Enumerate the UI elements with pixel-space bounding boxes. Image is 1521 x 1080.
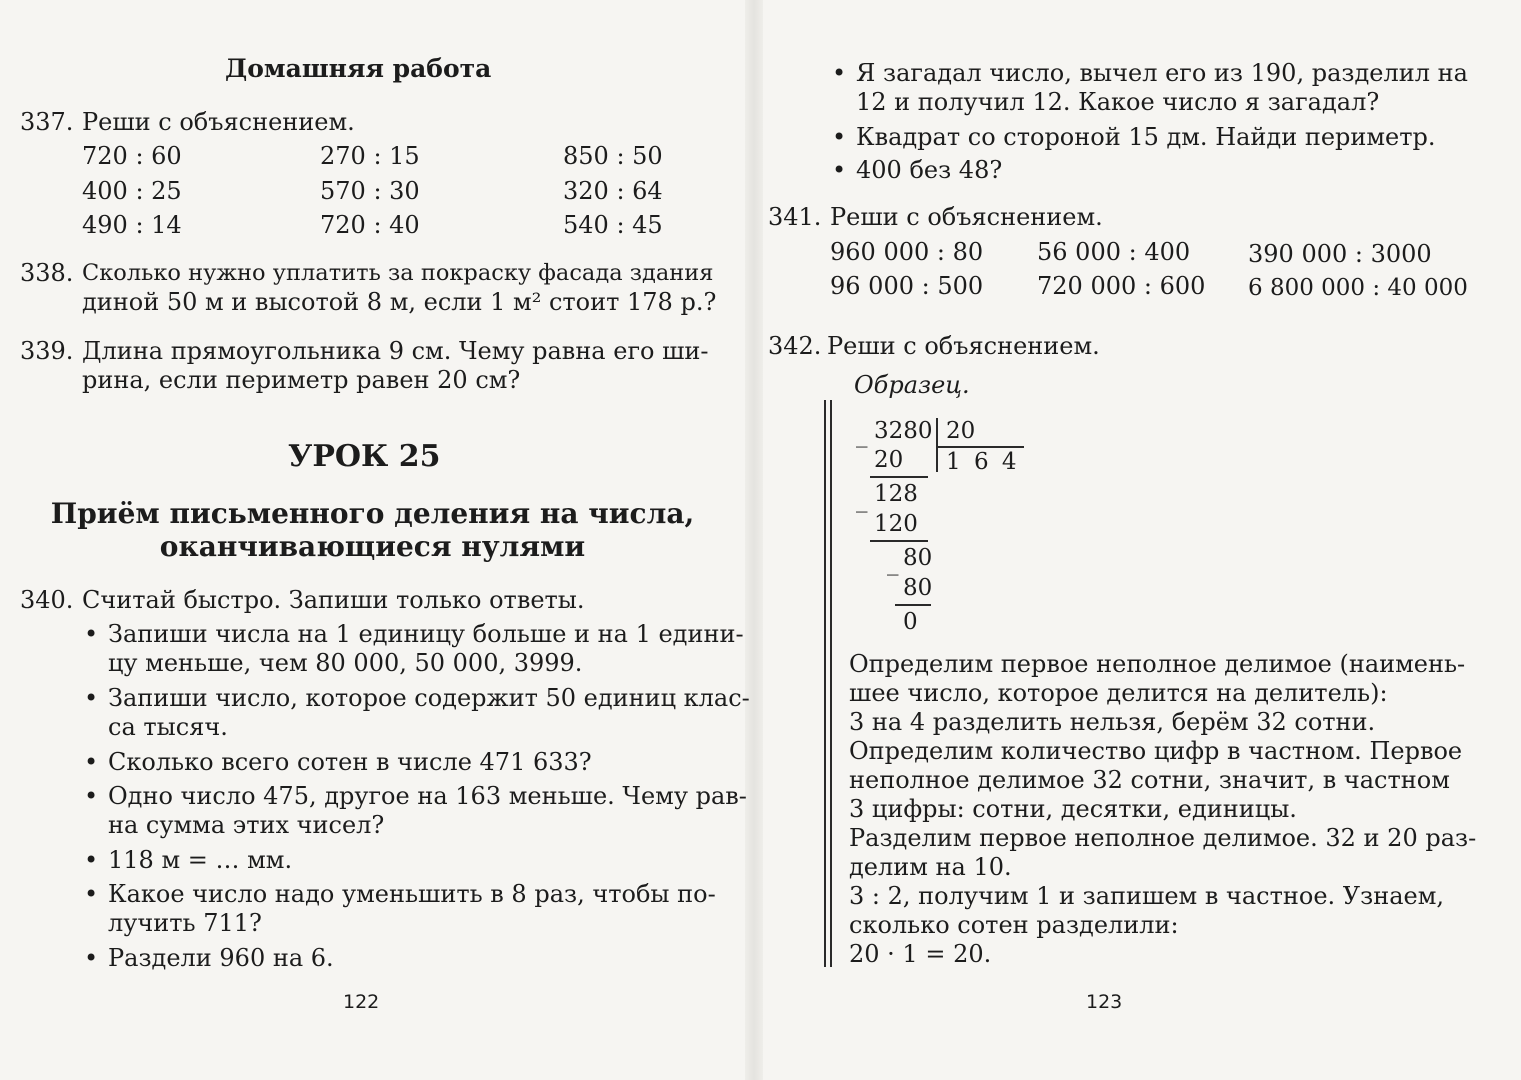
remainder: 128 [874,481,918,507]
bullet-item: • Сколько всего сотен в числе 471 633? [108,748,592,777]
explanation-line: неполное делимое 32 сотни, значит, в частном [849,766,1450,794]
lesson-title-line: Приём письменного деления на числа, [50,497,695,530]
page-number: 123 [1086,991,1123,1013]
lesson-title [0,497,745,563]
page-number: 122 [343,991,380,1013]
remainder: 80 [903,545,933,571]
bullet-item-cont: цу меньше, чем 80 000, 50 000, 3999. [108,649,583,677]
expr: 720 000 : 600 [1037,272,1206,300]
task-338-line: Сколько нужно уплатить за покраску фасада здания [82,260,714,286]
homework-heading: Домашняя работа [225,54,492,83]
expr: 390 000 : 3000 [1248,240,1432,268]
bullet-item-cont: 12 и получил 12. Какое число я загадал? [856,88,1380,116]
task-340-text: Считай быстро. Запиши только ответы. [82,586,585,614]
task-339-line: Длина прямоугольника 9 см. Чему равна его ши- [82,337,709,365]
lesson-title-line: оканчивающиеся нулями [159,530,586,563]
task-342-number: 342. [768,332,822,360]
explanation-line: делим на 10. [849,853,1012,881]
explanation-line: 3 цифры: сотни, десятки, единицы. [849,795,1297,823]
subtrahend: 120 [874,511,918,537]
explanation-line: Определим количество цифр в частном. Первое [849,737,1463,765]
expr: 96 000 : 500 [830,272,984,300]
margin-line [830,400,832,967]
explanation-line: Разделим первое неполное делимое. 32 и 20 раз- [849,824,1477,852]
expr: 56 000 : 400 [1037,238,1191,266]
explanation-line: сколько сотен разделили: [849,911,1179,939]
expr: 720 : 40 [320,211,420,239]
task-342-text: Реши с объяснением. [827,332,1100,360]
explanation-line: 20 · 1 = 20. [849,940,992,968]
explanation-line: шее число, которое делится на делитель): [849,679,1388,707]
bullet-item: • Какое число надо уменьшить в 8 раз, чтобы по- [108,880,716,909]
page-123 [760,0,1521,1080]
quotient: 1 6 4 [946,449,1020,475]
expr: 490 : 14 [82,211,182,239]
task-337-text: Реши с объяснением. [82,108,355,136]
expr: 570 : 30 [320,177,420,205]
bullet-item: • Одно число 475, другое на 163 меньше. Чему рав- [108,782,747,811]
minus-sign: _ [856,422,868,448]
bullet-item-cont: са тысяч. [108,713,228,741]
page-122 [0,0,750,1080]
divisor: 20 [946,418,976,444]
expr: 320 : 64 [563,177,663,205]
task-339-line: рина, если периметр равен 20 см? [82,366,521,394]
bullet-item-cont: на сумма этих чисел? [108,811,385,839]
lesson-heading: УРОК 25 [288,439,441,474]
expr: 720 : 60 [82,142,182,170]
final-remainder: 0 [903,609,918,635]
task-340-number: 340. [20,586,74,614]
subtrahend: 80 [903,575,933,601]
task-341-text: Реши с объяснением. [830,203,1103,231]
expr: 540 : 45 [563,211,663,239]
task-341-number: 341. [768,203,822,231]
expr: 960 000 : 80 [830,238,984,266]
result-line [870,540,928,542]
explanation-line: Определим первое неполное делимое (наимень- [849,650,1466,678]
expr: 6 800 000 : 40 000 [1248,275,1468,301]
bullet-item-cont: лучить 711? [108,909,262,937]
sample-label: Образец. [854,371,970,399]
bullet-item: • 118 м = … мм. [108,846,292,875]
result-line [895,604,931,606]
bullet-item: • 400 без 48? [856,156,1002,185]
bullet-item: • Запиши числа на 1 единицу больше и на 1 едини- [108,620,744,649]
task-337-number: 337. [20,108,74,136]
result-line [870,476,928,478]
margin-line [824,400,826,967]
explanation-line: 3 на 4 разделить нельзя, берём 32 сотни. [849,708,1376,736]
expr: 850 : 50 [563,142,663,170]
bullet-item: • Квадрат со стороной 15 дм. Найди периметр. [856,123,1436,152]
task-339-number: 339. [20,337,74,365]
bullet-item: • Раздели 960 на 6. [108,944,334,973]
task-338-line: диной 50 м и высотой 8 м, если 1 м² стоит 178 р.? [82,288,717,316]
subtrahend: 20 [874,447,904,473]
dividend: 3280 [874,418,933,444]
divisor-underline [938,446,1024,448]
explanation [849,650,1476,969]
explanation-line: 3 : 2, получим 1 и запишем в частное. Узнаем, [849,882,1445,910]
bullet-item: • Я загадал число, вычел его из 190, разделил на [856,59,1468,88]
minus-sign: _ [856,487,868,513]
division-bar [936,418,938,472]
task-338-number: 338. [20,259,74,287]
bullet-item: • Запиши число, которое содержит 50 единиц клас- [108,684,750,713]
minus-sign: _ [887,550,899,576]
expr: 400 : 25 [82,177,182,205]
expr: 270 : 15 [320,142,420,170]
